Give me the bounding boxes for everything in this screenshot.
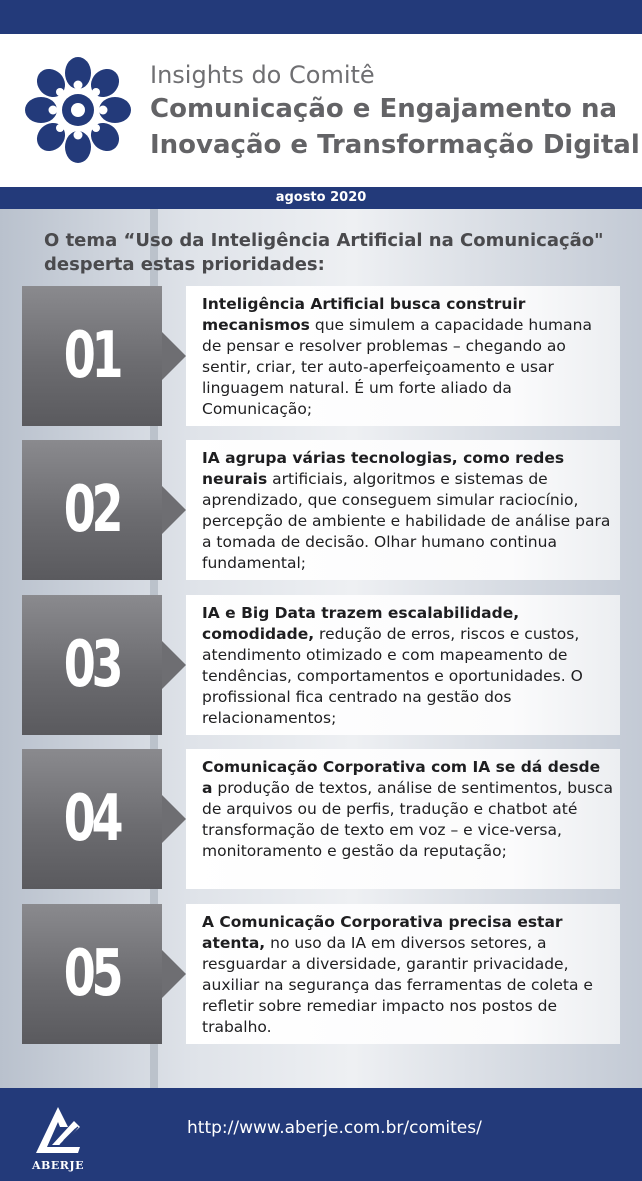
item-lead: A Comunicação Corporativa precisa estar atenta, (202, 913, 563, 952)
number-box (22, 286, 162, 426)
footer-url-link[interactable]: http://www.aberje.com.br/comites/ (187, 1118, 482, 1138)
intro-heading: O tema “Uso da Inteligência Artificial na Comunicação" desperta estas prioridades: (44, 230, 604, 275)
item-lead: Inteligência Artificial busca construir mecanismos (202, 295, 526, 334)
aberje-logo-icon (30, 1101, 86, 1163)
item-lead: IA agrupa várias tecnologias, como redes neurais (202, 449, 565, 488)
item-lead: Comunicação Corporativa com IA se dá desde a (202, 758, 601, 797)
item-number: 04 (64, 782, 120, 856)
priority-card-02 (22, 440, 620, 580)
item-number: 01 (64, 319, 120, 393)
item-body: no uso da IA em diversos setores, a resguardar a diversidade, garantir privacidade, auxiliar na segurança das ferramentas de coleta e refletir sobre remediar impacto nos postos de trabalho. (202, 934, 593, 1036)
arrow-icon (162, 795, 186, 843)
header-subtitle: Insights do Comitê (150, 61, 375, 89)
arrow-icon (162, 486, 186, 534)
aberje-logo-text: ABERJE (32, 1159, 84, 1172)
item-text (186, 904, 620, 1044)
arrow-icon (162, 641, 186, 689)
arrow-icon (162, 950, 186, 998)
flower-logo-icon (24, 56, 132, 164)
priority-card-03 (22, 595, 620, 735)
item-text (186, 749, 620, 889)
priority-card-05 (22, 904, 620, 1044)
item-body: redução de erros, riscos e custos, atendimento otimizado e com mapeamento de tendências, comportamentos e oportunidades. O profissional fica centrado na gestão dos relacionamentos; (202, 625, 583, 727)
footer (0, 1088, 642, 1181)
item-body: que simulem a capacidade humana de pensar e resolver problemas – chegando ao sentir, criar, ter auto-aperfeiçoamento e usar linguagem natural. É um forte aliado da Comunicação; (202, 316, 592, 418)
header-title-line2: Inovação e Transformação Digital (150, 130, 640, 160)
number-box (22, 440, 162, 580)
item-number: 02 (64, 473, 120, 547)
priority-card-01 (22, 286, 620, 426)
header (0, 34, 642, 187)
number-box (22, 904, 162, 1044)
item-text (186, 595, 620, 735)
item-body: produção de textos, análise de sentimentos, busca de arquivos ou de perfis, tradução e chatbot até transformação de texto em voz – e vice-versa, monitoramento e gestão da reputação; (202, 779, 613, 860)
number-box (22, 595, 162, 735)
number-box (22, 749, 162, 889)
item-body: artificiais, algoritmos e sistemas de aprendizado, que conseguem simular raciocínio, percepção de ambiente e habilidade de análise para a tomada de decisão. Olhar humano continua fundamental; (202, 470, 611, 572)
item-text (186, 286, 620, 426)
header-title-line1: Comunicação e Engajamento na (150, 94, 617, 124)
item-text (186, 440, 620, 580)
date-bar: agosto 2020 (0, 187, 642, 209)
arrow-icon (162, 332, 186, 380)
priority-card-04 (22, 749, 620, 889)
item-number: 05 (64, 937, 120, 1011)
item-lead: IA e Big Data trazem escalabilidade, comodidade, (202, 604, 520, 643)
item-number: 03 (64, 628, 120, 702)
top-bar (0, 0, 642, 34)
